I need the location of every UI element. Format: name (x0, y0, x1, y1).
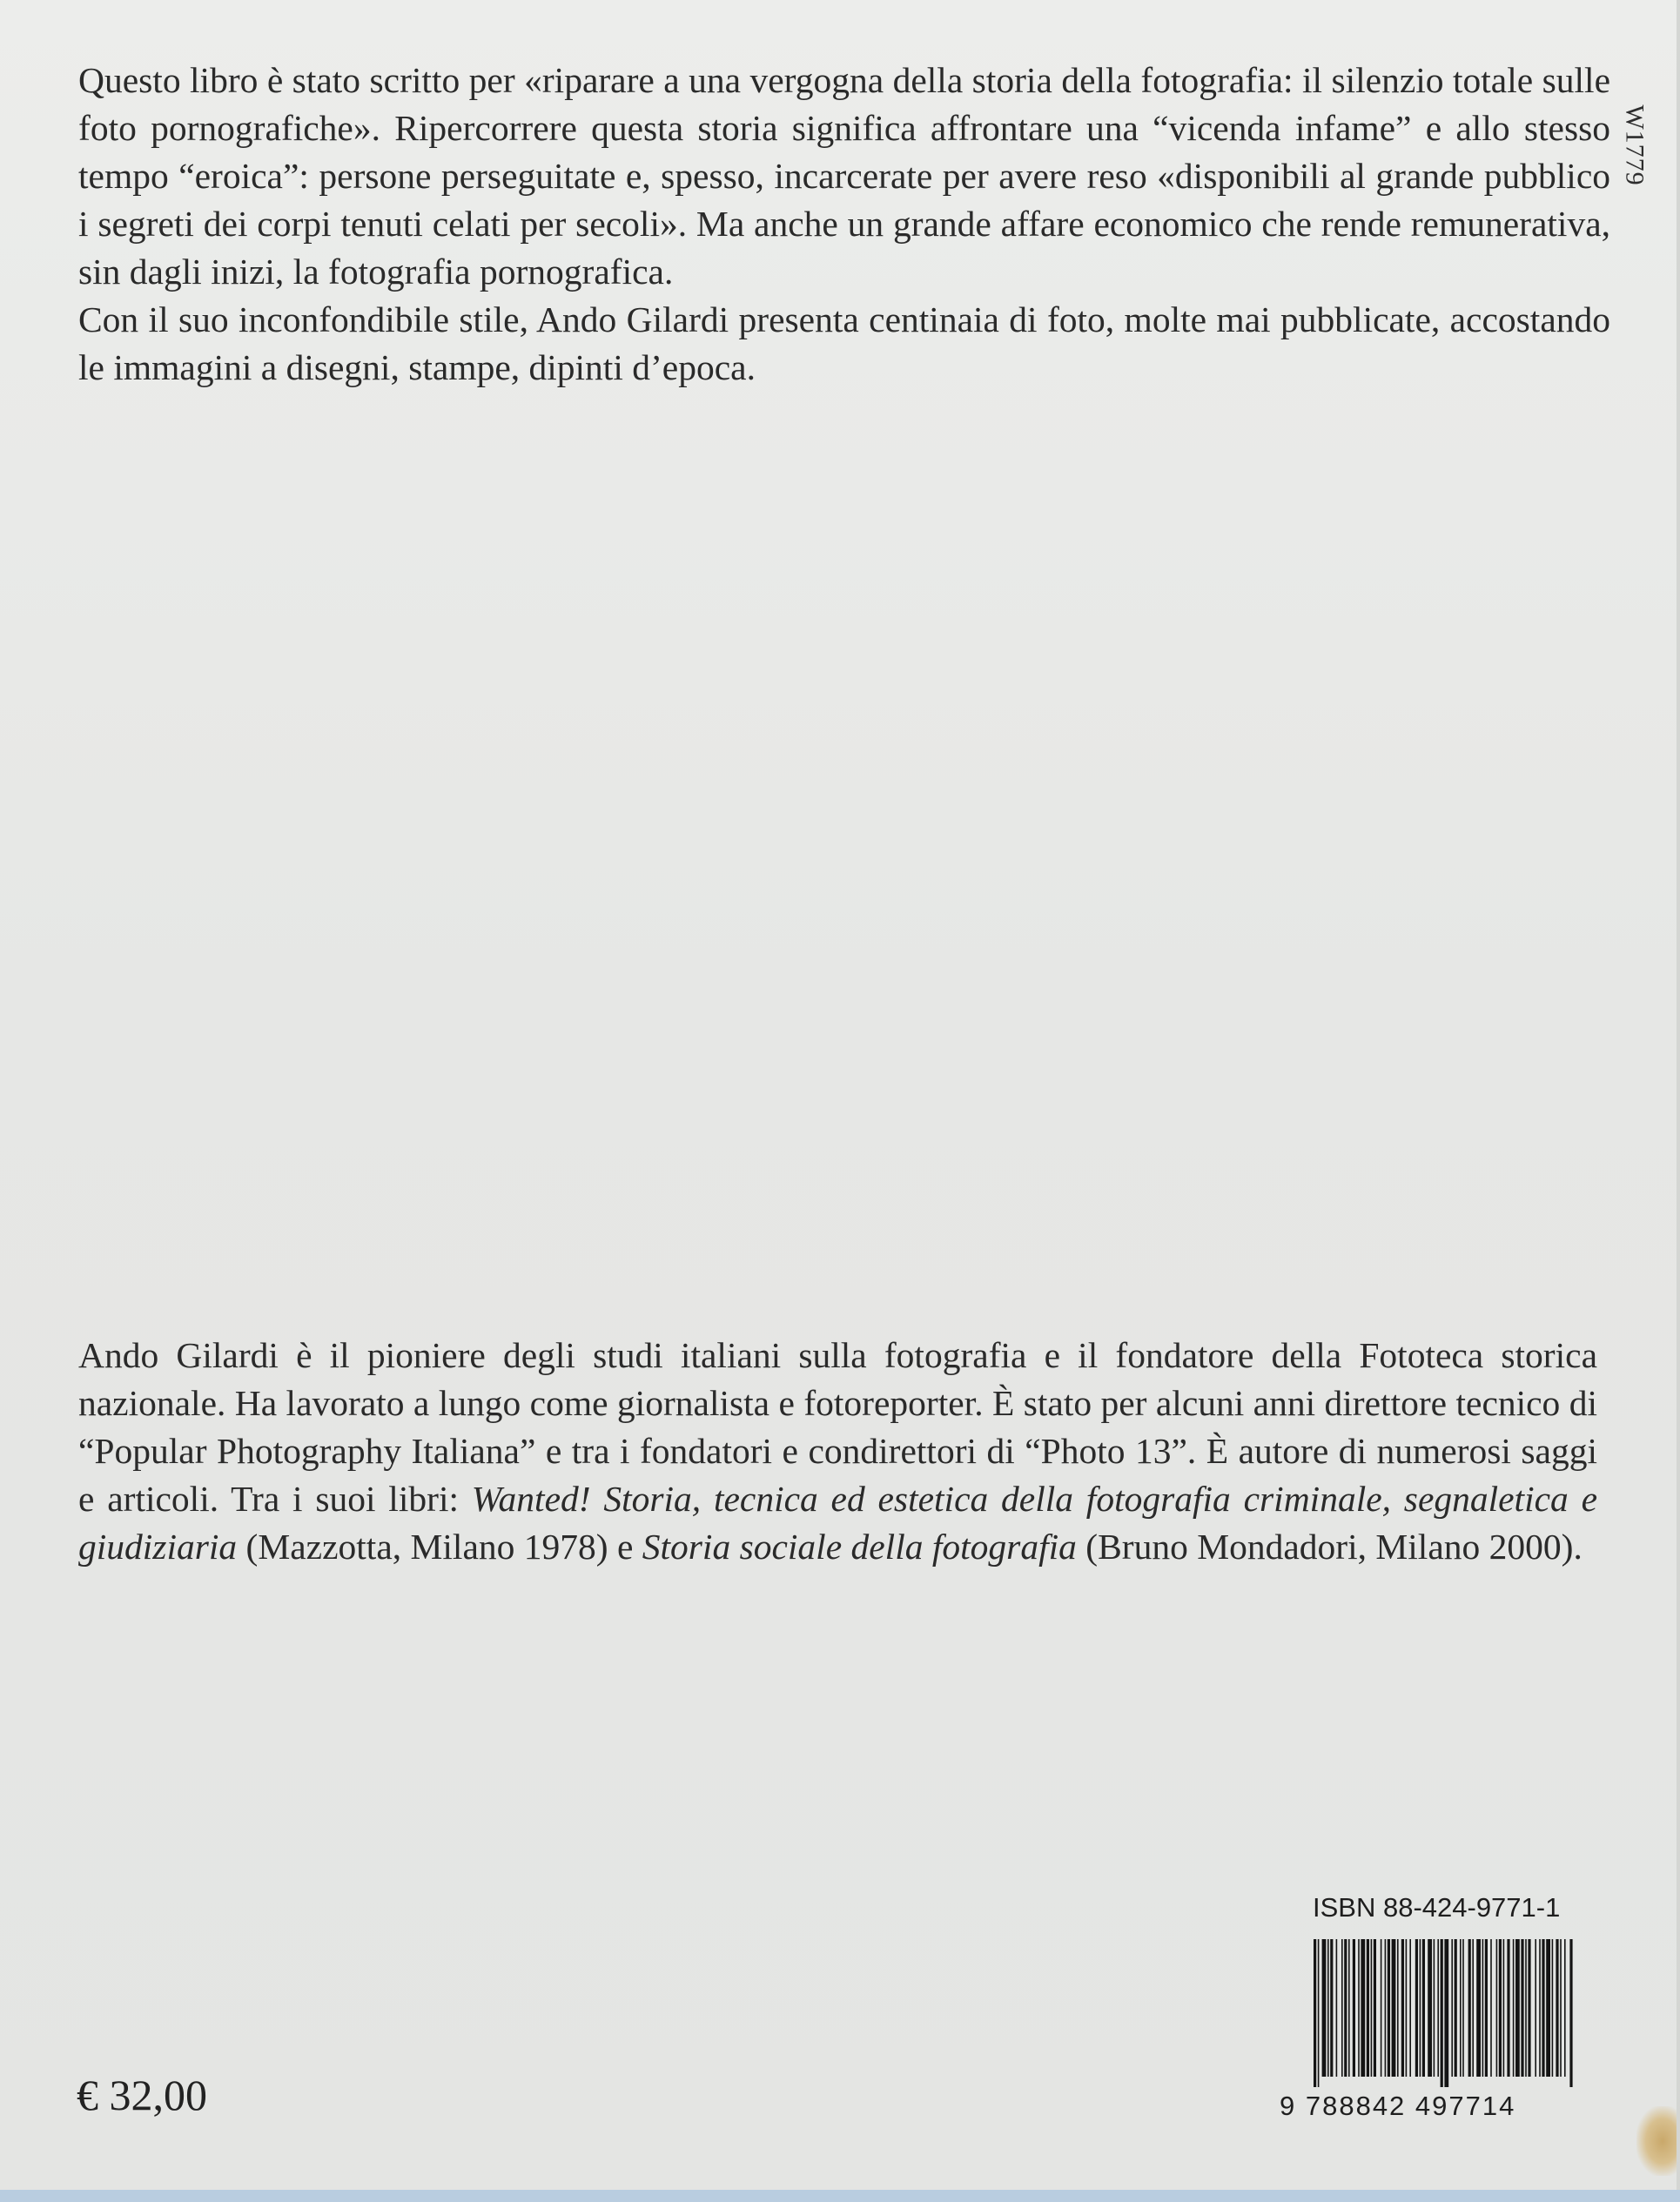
bio-text-3: (Bruno Mondadori, Milano 2000). (1076, 1527, 1583, 1567)
barcode-icon (1312, 1939, 1573, 2087)
bio-book-title-2: Storia sociale della fotografia (642, 1527, 1077, 1567)
spine-code: W1779 (1620, 104, 1650, 186)
author-bio (78, 1332, 1597, 1571)
author-bio-paragraph (78, 1332, 1597, 1571)
price-label: € 32,00 (77, 2071, 207, 2119)
bio-text-2: (Mazzotta, Milano 1978) e (237, 1527, 642, 1567)
cover-bottom-edge (0, 2190, 1680, 2202)
barcode-digits: 9 788842 497714 (1280, 2091, 1516, 2121)
bio-book-title-1: Wanted! Storia, tecnica ed estetica della fotografia criminale, segnaletica e giudiziaria (78, 1479, 1597, 1567)
blurb-text (78, 57, 1610, 392)
cover-stain (1636, 2106, 1680, 2176)
isbn-label: ISBN 88-424-9771-1 (1313, 1892, 1561, 1923)
blurb-paragraph-1: Questo libro è stato scritto per «riparare a una vergogna della storia della fotografia: il silenzio totale sulle foto pornografiche». Ripercorrere questa storia significa affrontare una “vicenda infame” e allo stesso tempo “eroica”: persone perseguitate e, spesso, incarcerate per avere reso «disponibili al grande pubblico i segreti dei corpi tenuti celati per secoli». Ma anche un grande affare economico che rende remunerativa, sin dagli inizi, la fotografia pornografica. (78, 60, 1610, 292)
blurb-paragraph-2: Con il suo inconfondibile stile, Ando Gilardi presenta centinaia di foto, molte mai pubblicate, accostando le immagini a disegni, stampe, dipinti d’epoca. (78, 299, 1610, 387)
cover-right-edge (1677, 0, 1680, 2202)
bio-text-1: Ando Gilardi è il pioniere degli studi italiani sulla fotografia e il fondatore della Fototeca storica nazionale. Ha lavorato a lungo come giornalista e fotoreporter. È stato per alcuni anni direttore tecnico di “Popular Photography Italiana” e tra i fondatori e condirettori di “Photo 13”. È autore di numerosi saggi e articoli. Tra i suoi libri: (78, 1335, 1597, 1519)
